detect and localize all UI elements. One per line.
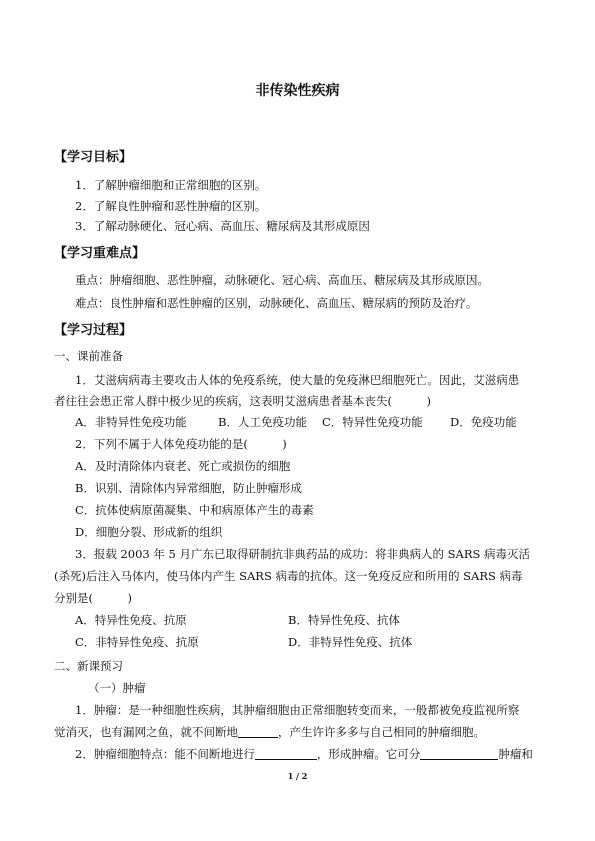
page-title: 非传染性疾病 <box>255 83 340 99</box>
question-2-option: C．抗体使病原菌凝集、中和病原体产生的毒素 <box>75 503 314 517</box>
question-3-option-b: B．特异性免疫、抗体 <box>288 613 400 627</box>
question-1-line: 1．艾滋病病毒主要攻击人体的免疫系统，使大量的免疫淋巴细胞死亡。因此，艾滋病患 <box>75 373 520 387</box>
key-point-focus: 重点：肿瘤细胞、恶性肿瘤，动脉硬化、冠心病、高血压、糖尿病及其形成原因。 <box>75 273 489 287</box>
prep-heading: 一、课前准备 <box>54 349 123 363</box>
question-3-line: 分别是( ) <box>54 591 132 605</box>
fill-blank[interactable] <box>255 748 317 760</box>
preview-heading: 二、新课预习 <box>54 659 123 673</box>
section-key-points-heading: 【学习重难点】 <box>54 246 146 261</box>
preview-paragraph-1-line <box>54 725 485 739</box>
preview-text: 觉消灭，也有漏网之鱼，就不间断地 <box>54 725 238 739</box>
question-2-stem: 2．下列不属于人体免疫功能的是( ) <box>75 437 287 451</box>
goal-item: 1．了解肿瘤细胞和正常细胞的区别。 <box>75 178 267 192</box>
question-1-option-b: B．人工免疫功能 <box>218 415 307 429</box>
question-2-option: A．及时清除体内衰老、死亡或损伤的细胞 <box>75 459 291 473</box>
preview-text: 2．肿瘤细胞特点：能不间断地进行 <box>75 747 255 761</box>
preview-paragraph-2-line <box>75 747 533 761</box>
key-point-difficulty: 难点：良性肿瘤和恶性肿瘤的区别，动脉硬化、高血压、糖尿病的预防及治疗。 <box>75 296 478 310</box>
question-1-line: 者往往会患正常人群中极少见的疾病，这表明艾滋病患者基本丧失( ) <box>54 394 431 408</box>
preview-text: ，产生许许多多与自己相同的肿瘤细胞。 <box>278 725 485 739</box>
question-3-option-d: D．非特异性免疫、抗体 <box>288 635 413 649</box>
question-1-option-a: A．非特异性免疫功能 <box>75 415 187 429</box>
preview-subheading: （一）肿瘤 <box>88 681 146 695</box>
page-number: 1 / 2 <box>287 771 308 781</box>
preview-text: 肿瘤和 <box>498 747 533 761</box>
preview-paragraph-1-line: 1．肿瘤：是一种细胞性疾病，其肿瘤细胞由正常细胞转变而来，一般都被免疫监视所察 <box>75 703 520 717</box>
question-1-option-c: C．特异性免疫功能 <box>322 415 423 429</box>
fill-blank[interactable] <box>420 748 498 760</box>
section-process-heading: 【学习过程】 <box>54 323 133 338</box>
question-3-line: 3．报载 2003 年 5 月广东已取得研制抗非典药品的成功：将非典病人的 SARS 病毒灭活 <box>75 547 531 561</box>
question-1-option-d: D．免疫功能 <box>450 415 517 429</box>
question-2-option: D．细胞分裂、形成新的组织 <box>75 525 223 539</box>
question-3-option-a: A．特异性免疫、抗原 <box>75 613 187 627</box>
goal-item: 3．了解动脉硬化、冠心病、高血压、糖尿病及其形成原因 <box>75 219 370 233</box>
fill-blank[interactable] <box>238 726 278 738</box>
question-2-option: B．识别、清除体内异常细胞，防止肿瘤形成 <box>75 481 302 495</box>
goal-item: 2．了解良性肿瘤和恶性肿瘤的区别。 <box>75 199 267 213</box>
question-3-line: (杀死)后注入马体内，使马体内产生 SARS 病毒的抗体。这一免疫反应和所用的 SARS 病毒 <box>54 569 523 583</box>
preview-text: ，形成肿瘤。它可分 <box>316 747 421 761</box>
section-goals-heading: 【学习目标】 <box>54 150 133 165</box>
question-3-option-c: C．非特异性免疫、抗原 <box>75 635 199 649</box>
